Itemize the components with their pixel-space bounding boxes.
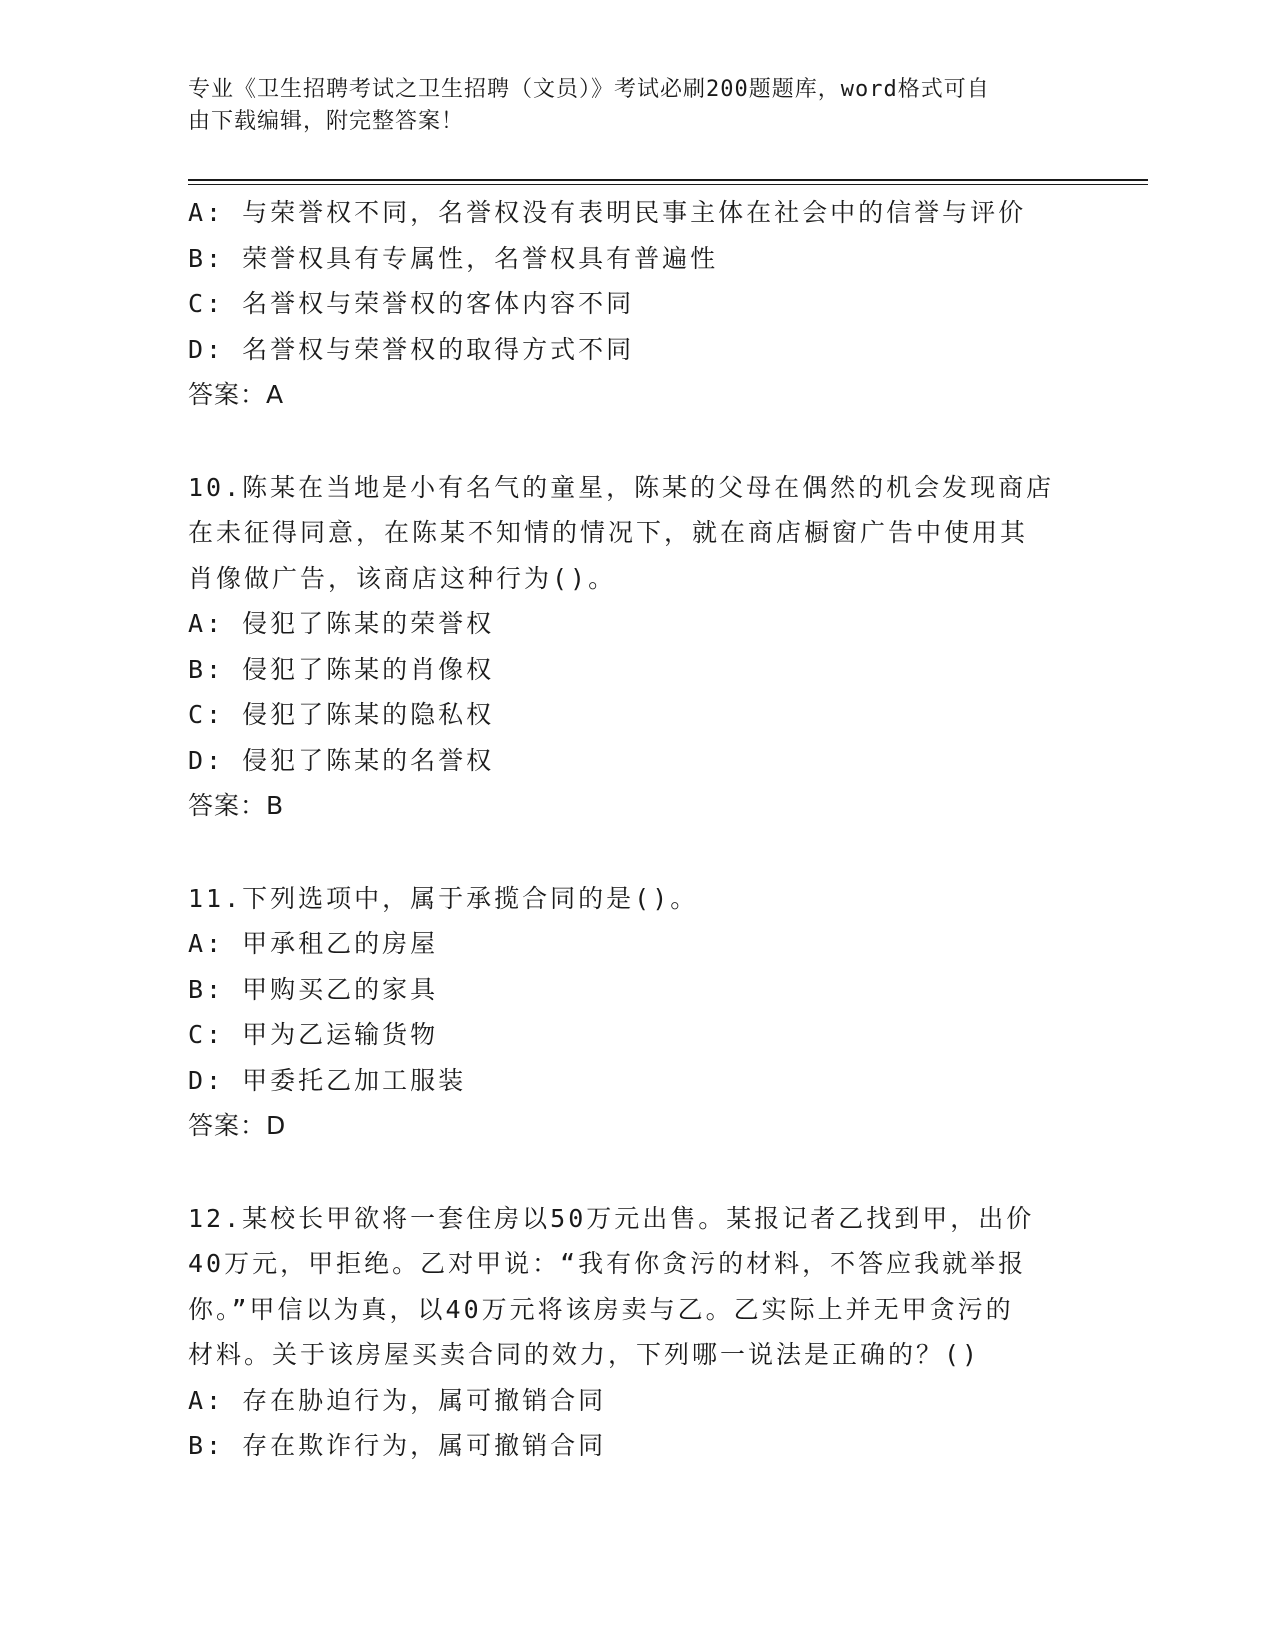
question-block-10 xyxy=(188,465,1088,829)
question-stem-line: 40万元，甲拒绝。乙对甲说：“我有你贪污的材料，不答应我就举报 xyxy=(188,1249,1027,1278)
question-stem-line: 11.下列选项中，属于承揽合同的是()。 xyxy=(188,883,699,913)
option-c: C: 甲为乙运输货物 xyxy=(188,1020,439,1049)
option-c: C: 侵犯了陈某的隐私权 xyxy=(188,700,495,729)
option-d: D: 侵犯了陈某的名誉权 xyxy=(188,745,495,775)
question-block-prev xyxy=(188,190,1088,418)
option-d: D: 名誉权与荣誉权的取得方式不同 xyxy=(188,334,635,364)
question-stem-line: 12.某校长甲欲将一套住房以50万元出售。某报记者乙找到甲，出价 xyxy=(188,1203,1035,1233)
header-line-1: 专业《卫生招聘考试之卫生招聘（文员）》考试必刷200题题库，word格式可自 xyxy=(188,77,990,102)
question-stem-line: 你。”甲信以为真，以40万元将该房卖与乙。乙实际上并无甲贪污的 xyxy=(188,1294,1014,1324)
question-stem-line: 材料。关于该房屋买卖合同的效力，下列哪一说法是正确的？() xyxy=(188,1340,981,1369)
spacer xyxy=(188,1149,1088,1196)
answer-line: 答案：D xyxy=(188,1111,287,1140)
option-a: A: 与荣誉权不同，名誉权没有表明民事主体在社会中的信誉与评价 xyxy=(188,198,1027,227)
option-b: B: 荣誉权具有专属性，名誉权具有普遍性 xyxy=(188,243,719,273)
header-divider-thin xyxy=(188,184,1148,185)
option-c: C: 名誉权与荣誉权的客体内容不同 xyxy=(188,289,635,318)
question-stem-line: 10.陈某在当地是小有名气的童星，陈某的父母在偶然的机会发现商店 xyxy=(188,472,1055,502)
question-block-12 xyxy=(188,1196,1088,1469)
answer-line: 答案：A xyxy=(188,380,285,409)
option-a: A: 侵犯了陈某的荣誉权 xyxy=(188,609,495,638)
option-a: A: 甲承租乙的房屋 xyxy=(188,929,439,958)
question-list xyxy=(188,190,1088,1469)
question-stem-line: 在未征得同意，在陈某不知情的情况下，就在商店橱窗广告中使用其 xyxy=(188,518,1029,547)
option-d: D: 甲委托乙加工服装 xyxy=(188,1065,467,1095)
answer-line: 答案：B xyxy=(188,791,285,820)
option-a: A: 存在胁迫行为，属可撤销合同 xyxy=(188,1385,607,1415)
spacer xyxy=(188,829,1088,876)
option-b: B: 侵犯了陈某的肖像权 xyxy=(188,654,495,684)
question-stem-line: 肖像做广告，该商店这种行为()。 xyxy=(188,563,617,593)
spacer xyxy=(188,418,1088,465)
question-block-11 xyxy=(188,876,1088,1149)
option-b: B: 存在欺诈行为，属可撤销合同 xyxy=(188,1431,607,1460)
document-header xyxy=(188,74,1068,138)
header-divider-thick xyxy=(188,179,1148,181)
header-line-2: 由下载编辑，附完整答案！ xyxy=(188,109,465,134)
option-b: B: 甲购买乙的家具 xyxy=(188,974,439,1004)
